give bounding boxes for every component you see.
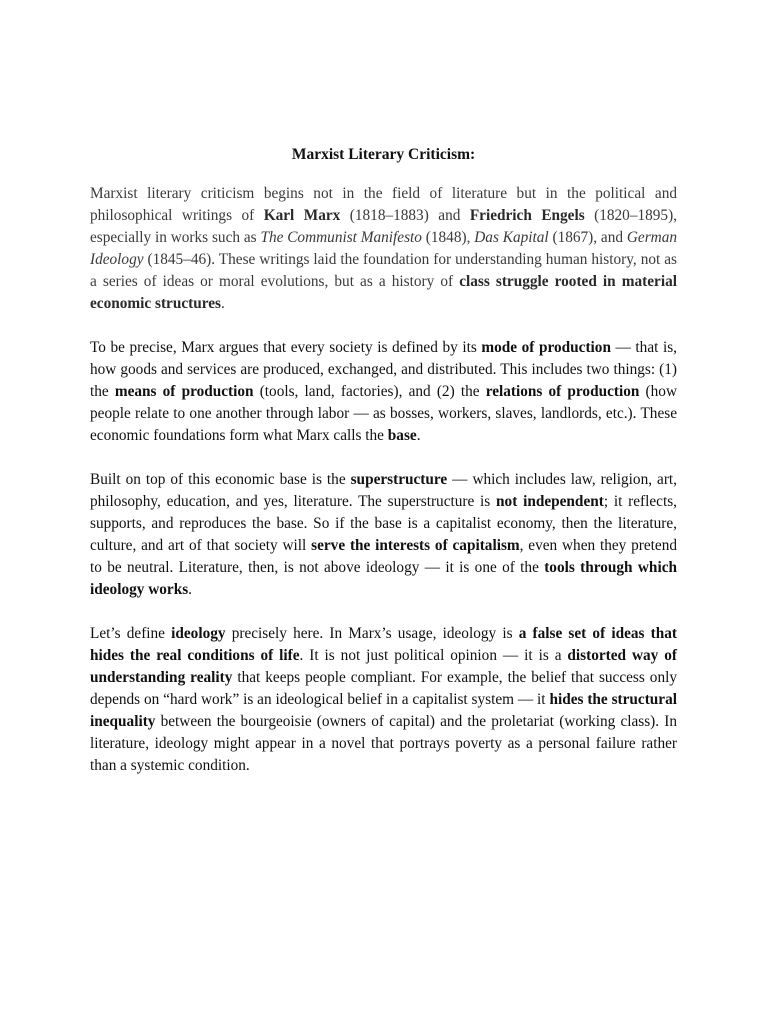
text-run: Marxist literary criticism begins not in the field of literature but in the political and philosophical writings of bbox=[90, 185, 677, 224]
document-title: Marxist Literary Criticism: bbox=[291, 146, 476, 163]
bold-term: means of production bbox=[114, 383, 254, 400]
document-body bbox=[90, 183, 677, 777]
text-run: . bbox=[416, 427, 421, 444]
bold-term: superstructure bbox=[350, 471, 448, 488]
bold-term: mode of production bbox=[481, 339, 611, 356]
bold-term: Friedrich Engels bbox=[469, 207, 585, 224]
text-run: (how people relate to one another through labor — as bosses, workers, slaves, landlords, etc.). These economic foundations form what Marx calls the bbox=[90, 383, 677, 444]
text-run: precisely here. In Marx’s usage, ideology is bbox=[225, 625, 519, 642]
bold-term: tools through which ideology works bbox=[90, 559, 677, 598]
italic-title: Das Kapital bbox=[474, 229, 549, 246]
bold-term: a false set of ideas that hides the real conditions of life bbox=[90, 625, 677, 664]
bold-term: serve the interests of capitalism bbox=[311, 537, 520, 554]
text-run: . It is not just political opinion — it is a bbox=[299, 647, 568, 664]
bold-term: Karl Marx bbox=[263, 207, 341, 224]
text-run: — which includes law, religion, art, philosophy, education, and yes, literature. The superstructure is bbox=[90, 471, 677, 510]
bold-term: relations of production bbox=[485, 383, 640, 400]
text-run: To be precise, Marx argues that every society is defined by its bbox=[90, 339, 482, 356]
text-run: (1818–1883) and bbox=[340, 207, 470, 224]
text-run: (1867), and bbox=[548, 229, 627, 246]
bold-term: class struggle rooted in material economic structures bbox=[90, 273, 677, 312]
paragraph-4 bbox=[90, 623, 677, 777]
bold-term: ideology bbox=[171, 625, 226, 642]
text-run: (1820–1895), especially in works such as bbox=[90, 207, 677, 246]
text-run: that keeps people compliant. For example, the belief that success only depends on “hard work” is an ideological belief in a capitalist system — it bbox=[90, 669, 677, 708]
bold-term: base bbox=[387, 427, 417, 444]
text-run: between the bourgeoisie (owners of capital) and the proletariat (working class). In literature, ideology might appear in a novel that portrays poverty as a personal failure rather than a systemic condition. bbox=[90, 713, 677, 774]
text-run: , even when they pretend to be neutral. Literature, then, is not above ideology — it is one of the bbox=[90, 537, 677, 576]
text-run: . bbox=[188, 581, 192, 598]
paragraph-1 bbox=[90, 183, 677, 315]
text-run: ; it reflects, supports, and reproduces the base. So if the base is a capitalist economy, then the literature, culture, and art of that society will bbox=[90, 493, 677, 554]
paragraph-3 bbox=[90, 469, 677, 601]
text-run: Let’s define bbox=[90, 625, 172, 642]
text-run: — that is, how goods and services are produced, exchanged, and distributed. This includes two things: (1) the bbox=[90, 339, 677, 400]
text-run: (1848), bbox=[421, 229, 475, 246]
italic-title: German Ideology bbox=[90, 229, 677, 268]
text-run: (1845–46). These writings laid the foundation for understanding human history, not as a series of ideas or moral evolutions, but as a history of bbox=[90, 251, 677, 290]
bold-term: hides the structural inequality bbox=[90, 691, 677, 730]
paragraph-2 bbox=[90, 337, 677, 447]
text-run: (tools, land, factories), and (2) the bbox=[253, 383, 486, 400]
text-run: Built on top of this economic base is the bbox=[90, 471, 351, 488]
bold-term: distorted way of understanding reality bbox=[90, 647, 677, 686]
italic-title: The Communist Manifesto bbox=[260, 229, 422, 246]
document-page bbox=[90, 145, 677, 799]
text-run: . bbox=[220, 295, 225, 312]
bold-term: not independent bbox=[496, 493, 604, 510]
